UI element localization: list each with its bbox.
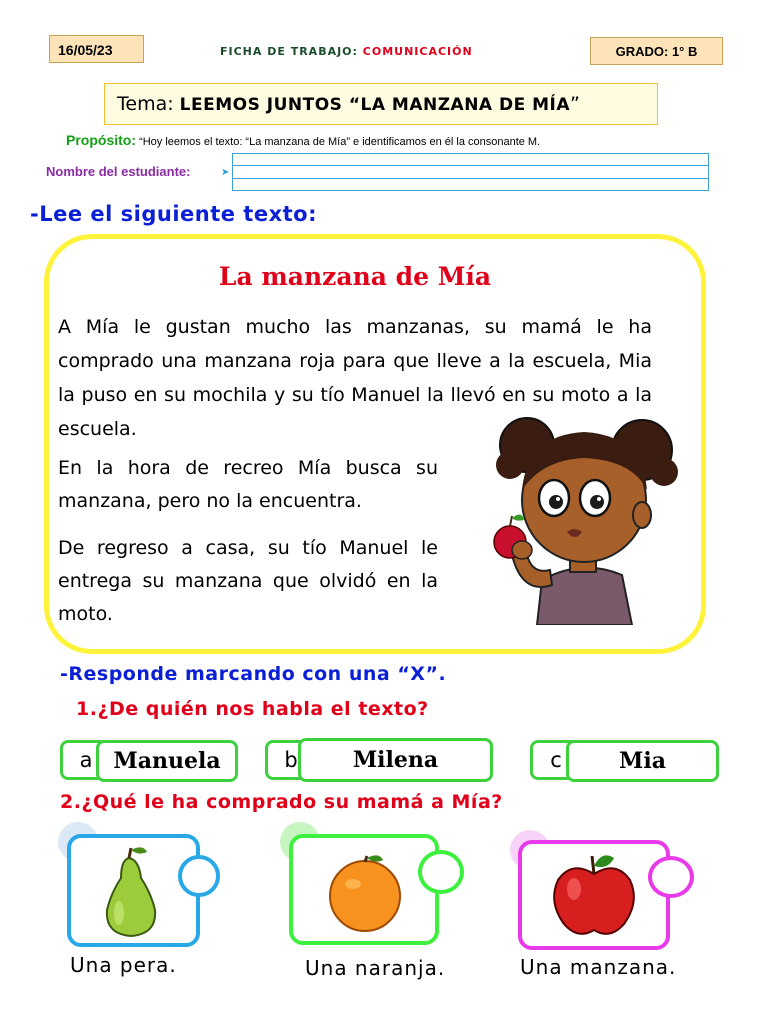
pear-option-card[interactable] (67, 834, 200, 947)
option-a-answer-box[interactable] (96, 740, 238, 782)
topic-label: Tema: (117, 93, 174, 115)
option-c-letter: c (550, 748, 562, 772)
respond-instruction-text: -Responde marcando con una (60, 663, 398, 685)
story-paragraph-1: A Mía le gustan mucho las manzanas, su mamá le ha comprado una manzana roja para que lleve a la escuela, Mia la puso en su mochila y su tío Manuel la llevó en su moto a la escuela. (58, 316, 652, 440)
story-title: La manzana de Mía (218, 262, 492, 291)
grade-box: GRADO: 1° B (590, 37, 723, 65)
date-box: 16/05/23 (49, 35, 144, 63)
worksheet-label: FICHA DE TRABAJO: (220, 45, 358, 58)
option-c-answer-box[interactable] (566, 740, 719, 782)
respond-instruction (60, 663, 446, 685)
apple-icon (522, 844, 666, 946)
option-b-answer-box[interactable] (298, 738, 493, 782)
purpose-line (66, 132, 540, 148)
apple-option-card[interactable] (518, 840, 670, 950)
apple-answer-circle[interactable] (648, 856, 694, 898)
student-name-field[interactable] (232, 153, 709, 191)
student-name-label: Nombre del estudiante: (46, 164, 191, 179)
pear-answer-circle[interactable] (178, 855, 220, 897)
apple-label: Una manzana. (520, 955, 677, 979)
option-a-letter: a (79, 748, 93, 772)
option-b-text: Milena (352, 747, 439, 773)
purpose-text: “Hoy leemos el texto: “La manzana de Mía” e identificamos en él la consonante M. (139, 136, 541, 148)
orange-answer-circle[interactable] (418, 850, 464, 894)
orange-label: Una naranja. (305, 956, 446, 980)
story-paragraph-3: De regreso a casa, su tío Manuel le entrega su manzana que olvidó en la moto. (58, 537, 438, 625)
pear-icon (71, 838, 196, 943)
option-a-text: Manuela (113, 748, 221, 774)
girl-with-apple-illustration (482, 410, 682, 625)
read-instruction: -Lee el siguiente texto: (30, 202, 317, 226)
worksheet-heading (220, 45, 473, 58)
respond-instruction-period: . (438, 663, 447, 685)
arrow-icon: ➤ (221, 167, 230, 178)
topic-box (104, 83, 658, 125)
question-2: 2.¿Qué le ha comprado su mamá a Mía? (60, 791, 503, 813)
orange-icon (293, 838, 435, 941)
respond-instruction-x: “X” (397, 663, 439, 685)
option-b-letter: b (284, 748, 298, 772)
pear-label: Una pera. (70, 953, 177, 977)
topic-close-quote: ” (570, 93, 580, 115)
topic-title: LEEMOS JUNTOS “LA MANZANA DE MÍA (179, 95, 571, 115)
worksheet-subject: COMUNICACIÓN (362, 45, 473, 58)
orange-option-card[interactable] (289, 834, 439, 945)
option-c-text: Mia (619, 748, 666, 774)
story-paragraph-2: En la hora de recreo Mía busca su manzana, pero no la encuentra. (58, 457, 438, 512)
question-1: 1.¿De quién nos habla el texto? (76, 698, 429, 720)
purpose-label: Propósito: (66, 132, 136, 148)
